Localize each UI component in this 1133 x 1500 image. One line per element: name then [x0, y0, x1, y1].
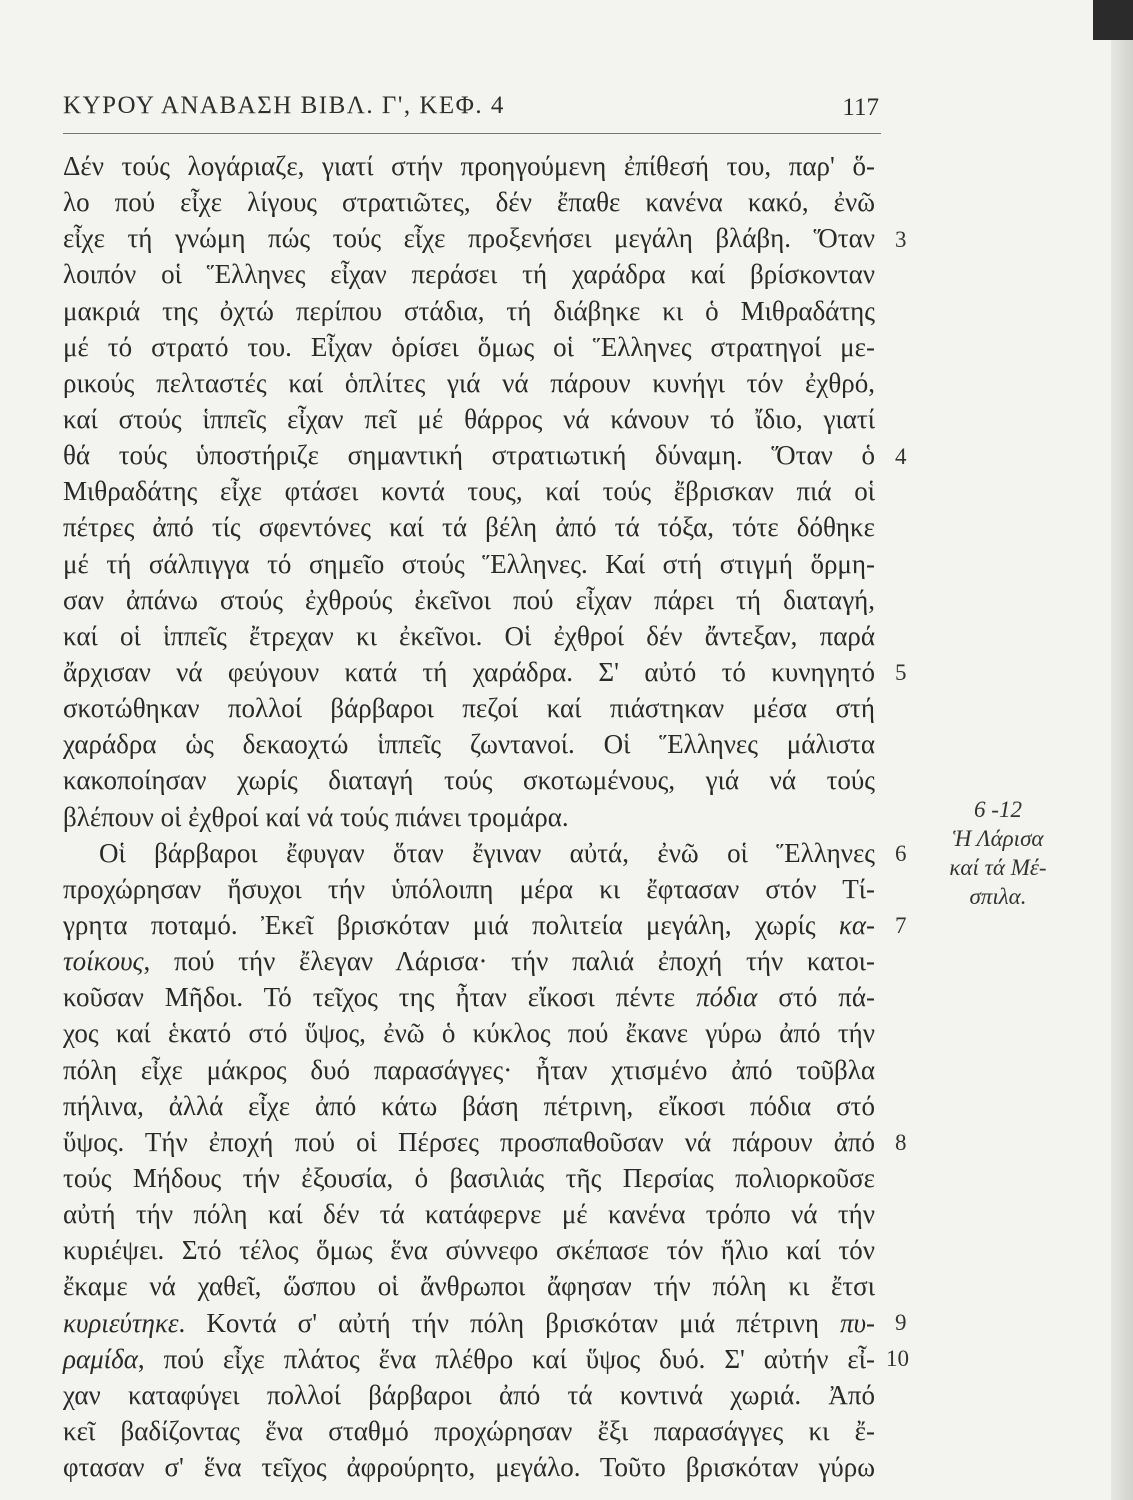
text-line: [63, 907, 875, 943]
text-run: πέτρες ἀπό τίς σφεντόνες καί τά βέλη ἀπό τά τόξα, τότε δόθηκε: [63, 512, 875, 543]
text-line: [63, 473, 875, 509]
text-run: κυριέψει. Στό τέλος ὅμως ἕνα σύννεφο σκέπασε τόν ἥλιο καί τόν: [63, 1235, 875, 1266]
text-run: κοῦσαν Μῆδοι. Τό τεῖχος της ἦταν εἴκοσι πέντε: [63, 982, 697, 1013]
text-line: [63, 690, 875, 726]
section-number: 5: [895, 660, 907, 685]
text-run: χος καί ἑκατό στό ὕψος, ἐνῶ ὁ κύκλος πού ἔκανε γύρω ἀπό τήν: [63, 1018, 875, 1049]
text-run: λοιπόν οἱ Ἕλληνες εἶχαν περάσει τή χαράδρα καί βρίσκονταν: [63, 259, 875, 290]
text-run: . Κοντά σ' αὐτή τήν πόλη βρισκόταν μιά πέτρινη: [178, 1307, 841, 1338]
text-run: μέ τή σάλπιγγα τό σημεῖο στούς Ἕλληνες. Καί στή στιγμή ὅρμη-: [63, 548, 875, 579]
text-line: [63, 437, 875, 473]
text-line: [63, 256, 875, 292]
text-run: ἄρχισαν νά φεύγουν κατά τή χαράδρα. Σ' αὐτό τό κυνηγητό: [63, 656, 875, 687]
text-run: στό πά-: [757, 982, 875, 1013]
text-line: [63, 726, 875, 762]
section-number: 9: [895, 1310, 907, 1335]
text-run: πόδια: [696, 982, 758, 1013]
section-number: 6: [895, 841, 907, 866]
text-run: σαν ἀπάνω στούς ἐχθρούς ἐκεῖνοι πού εἶχαν πάρει τή διαταγή,: [63, 584, 875, 615]
margin-note-line: Ἡ Λάρισα: [952, 826, 1044, 851]
text-run: τούς Μήδους τήν ἐξουσία, ὁ βασιλιάς τῆς Περσίας πολιορκοῦσε: [63, 1162, 875, 1193]
text-run: προχώρησαν ἥσυχοι τήν ὑπόλοιπη μέρα κι ἔφτασαν στόν Τί-: [63, 873, 875, 904]
text-line: [63, 1088, 875, 1124]
text-run: βλέπουν οἱ ἐχθροί καί νά τούς πιάνει τρομάρα.: [63, 801, 569, 832]
text-line: [63, 654, 875, 690]
text-line: [63, 329, 875, 365]
text-line: [63, 618, 875, 654]
text-line: [63, 1015, 875, 1051]
text-line: [63, 509, 875, 545]
margin-note-line: σπιλα.: [969, 884, 1027, 909]
text-run: κα-: [838, 909, 875, 940]
text-run: Μιθραδάτης εἶχε φτάσει κοντά τους, καί τούς ἔβρισκαν πιά οἱ: [63, 476, 875, 507]
text-run: πήλινα, ἀλλά εἶχε ἀπό κάτω βάση πέτρινη, εἴκοσι πόδια στό: [63, 1090, 875, 1121]
text-line: [63, 1413, 875, 1449]
page-number: 117: [842, 94, 879, 121]
text-run: Δέν τούς λογάριαζε, γιατί στήν προηγούμενη ἐπίθεσή του, παρ' ὅ-: [63, 151, 875, 181]
text-line: [63, 943, 875, 979]
page-corner-shadow: [1093, 0, 1133, 40]
margin-note-line: καί τά Μέ-: [949, 855, 1047, 880]
margin-note: [928, 795, 1068, 911]
text-line: [63, 1196, 875, 1232]
text-line: [63, 871, 875, 907]
text-run: τοίκους: [63, 946, 144, 977]
header-rule: [63, 133, 881, 134]
text-line: [63, 1052, 875, 1088]
text-line: [63, 1449, 875, 1485]
text-run: , πού τήν ἔλεγαν Λάρισα· τήν παλιά ἐποχή τήν κατοι-: [143, 946, 875, 977]
text-line: [63, 1232, 875, 1268]
text-run: χαράδρα ὡς δεκαοχτώ ἱππεῖς ζωντανοί. Οἱ Ἕλληνες μάλιστα: [63, 729, 875, 760]
section-number: 7: [895, 913, 907, 938]
text-run: καί στούς ἱππεῖς εἶχαν πεῖ μέ θάρρος νά κάνουν τό ἴδιο, γιατί: [63, 403, 875, 434]
text-line: [63, 1341, 875, 1377]
text-run: καί οἱ ἱππεῖς ἔτρεχαν κι ἐκεῖνοι. Οἱ ἐχθροί δέν ἄντεξαν, παρά: [63, 620, 875, 651]
text-run: πόλη εἶχε μάκρος δυό παρασάγγες· ἦταν χτισμένο ἀπό τοῦβλα: [63, 1054, 875, 1085]
margin-note-range: 6 -12: [974, 797, 1022, 822]
text-line: [63, 762, 875, 798]
running-header: [63, 88, 881, 130]
text-line: [63, 582, 875, 618]
text-line: [63, 184, 875, 220]
text-run: αὐτή τήν πόλη καί δέν τά κατάφερνε μέ κανένα τρόπο νά τήν: [63, 1199, 875, 1230]
text-run: γρητα ποταμό. Ἐκεῖ βρισκόταν μιά πολιτεία μεγάλη, χωρίς: [63, 909, 839, 940]
text-line: [63, 1124, 875, 1160]
text-line: [63, 835, 875, 871]
text-line: [63, 148, 875, 184]
text-line: [63, 1305, 875, 1341]
running-title: ΚΥΡΟΥ ΑΝΑΒΑΣΗ ΒΙΒΛ. Γ', ΚΕΦ. 4: [63, 92, 505, 119]
text-run: μέ τό στρατό του. Εἶχαν ὁρίσει ὅμως οἱ Ἕλληνες στρατηγοί με-: [63, 331, 875, 362]
section-number: 10: [886, 1346, 909, 1371]
text-run: χαν καταφύγει πολλοί βάρβαροι ἀπό τά κοντινά χωριά. Ἀπό: [63, 1379, 875, 1410]
text-line: [63, 979, 875, 1015]
text-line: [63, 365, 875, 401]
text-line: [63, 1377, 875, 1413]
text-line: [63, 799, 875, 835]
text-run: ἔκαμε νά χαθεῖ, ὥσπου οἱ ἄνθρωποι ἄφησαν τήν πόλη κι ἔτσι: [63, 1271, 875, 1302]
section-number: 8: [895, 1130, 907, 1155]
text-run: Οἱ βάρβαροι ἔφυγαν ὅταν ἔγιναν αὐτά, ἐνῶ οἱ Ἕλληνες: [99, 837, 875, 868]
text-run: ρικούς πελταστές καί ὁπλίτες γιά νά πάρουν κυνήγι τόν ἐχθρό,: [63, 367, 875, 398]
text-line: [63, 546, 875, 582]
text-line: [63, 1268, 875, 1304]
text-run: σκοτώθηκαν πολλοί βάρβαροι πεζοί καί πιάστηκαν μέσα στή: [63, 693, 875, 724]
text-run: ὕψος. Τήν ἐποχή πού οἱ Πέρσες προσπαθοῦσαν νά πάρουν ἀπό: [63, 1126, 875, 1157]
section-number: 3: [895, 227, 907, 252]
text-run: πυ-: [840, 1307, 875, 1338]
text-run: μακριά της ὀχτώ περίπου στάδια, τή διάβηκε κι ὁ Μιθραδάτης: [63, 295, 875, 326]
text-run: κυριεύτηκε: [63, 1307, 179, 1338]
text-line: [63, 220, 875, 256]
text-run: κεῖ βαδίζοντας ἕνα σταθμό προχώρησαν ἔξι παρασάγγες κι ἔ-: [63, 1415, 875, 1446]
text-line: [63, 293, 875, 329]
text-run: κακοποίησαν χωρίς διαταγή τούς σκοτωμένους, γιά νά τούς: [63, 765, 875, 796]
text-run: λο πού εἶχε λίγους στρατιῶτες, δέν ἔπαθε κανένα κακό, ἐνῶ: [63, 187, 875, 218]
text-run: θά τούς ὑποστήριζε σημαντική στρατιωτική δύναμη. Ὅταν ὁ: [63, 440, 875, 471]
body-text: [63, 148, 875, 1485]
section-number: 4: [895, 444, 907, 469]
text-run: εἶχε τή γνώμη πώς τούς εἶχε προξενήσει μεγάλη βλάβη. Ὅταν: [63, 223, 875, 254]
text-run: ραμίδα: [63, 1343, 138, 1374]
text-run: φτασαν σ' ἕνα τεῖχος ἀφρούρητο, μεγάλο. Τοῦτο βρισκόταν γύρω: [63, 1452, 875, 1483]
text-run: , πού εἶχε πλάτος ἕνα πλέθρο καί ὕψος δυό. Σ' αὐτήν εἶ-: [137, 1343, 875, 1374]
text-line: [63, 401, 875, 437]
page-edge: [1111, 0, 1133, 1500]
text-line: [63, 1160, 875, 1196]
